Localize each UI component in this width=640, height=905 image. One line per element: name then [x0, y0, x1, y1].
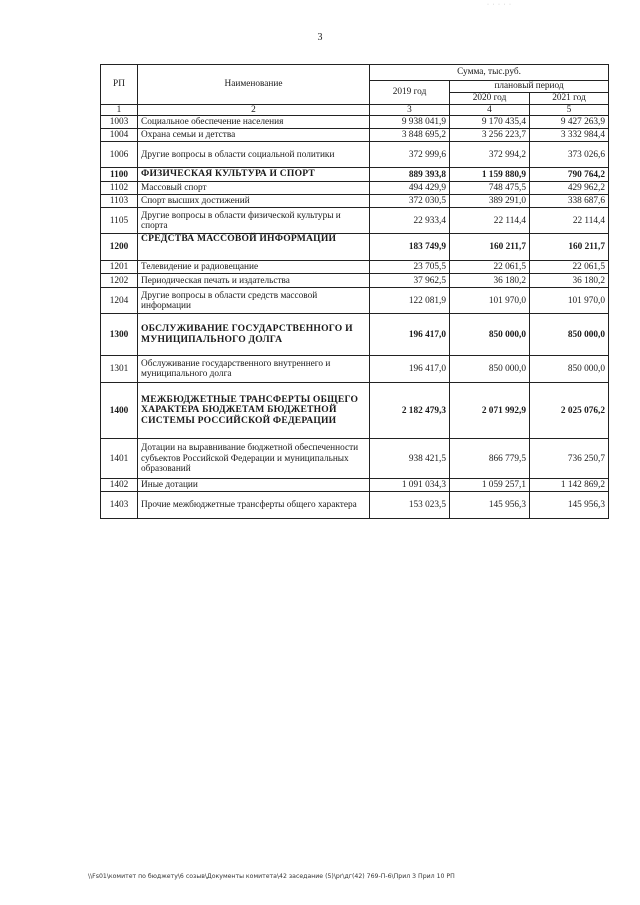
rp-code: 1401 [101, 439, 138, 479]
value-2021: 338 687,6 [530, 195, 609, 208]
header-sum: Сумма, тыс.руб. [370, 65, 609, 81]
value-2020: 866 779,5 [450, 439, 530, 479]
header-name: Наименование [138, 65, 370, 105]
row-name: Телевидение и радиовещание [138, 261, 370, 274]
header-2020: 2020 год [450, 93, 530, 105]
rp-code: 1200 [101, 234, 138, 261]
header-rp: РП [101, 65, 138, 105]
value-2019: 183 749,9 [370, 234, 450, 261]
value-2020: 372 994,2 [450, 142, 530, 168]
value-2020: 850 000,0 [450, 314, 530, 356]
value-2021: 850 000,0 [530, 356, 609, 383]
table-row [101, 439, 609, 479]
rp-code: 1201 [101, 261, 138, 274]
row-name: Иные дотации [138, 479, 370, 492]
table-row [101, 116, 609, 129]
value-2021: 1 142 869,2 [530, 479, 609, 492]
value-2019: 372 999,6 [370, 142, 450, 168]
rp-code: 1202 [101, 274, 138, 288]
value-2020: 36 180,2 [450, 274, 530, 288]
row-name: Обслуживание государственного внутреннего и муниципального долга [138, 356, 370, 383]
value-2020: 2 071 992,9 [450, 383, 530, 439]
value-2019: 938 421,5 [370, 439, 450, 479]
value-2020: 850 000,0 [450, 356, 530, 383]
value-2020: 22 061,5 [450, 261, 530, 274]
row-name: ФИЗИЧЕСКАЯ КУЛЬТУРА И СПОРТ [138, 168, 370, 182]
value-2019: 37 962,5 [370, 274, 450, 288]
colnum-4: 4 [450, 105, 530, 116]
value-2020: 3 256 223,7 [450, 129, 530, 142]
table-row [101, 356, 609, 383]
value-2020: 101 970,0 [450, 288, 530, 314]
rp-code: 1204 [101, 288, 138, 314]
value-2021: 736 250,7 [530, 439, 609, 479]
value-2019: 196 417,0 [370, 314, 450, 356]
header-planned: плановый период [450, 81, 609, 93]
rp-code: 1301 [101, 356, 138, 383]
value-2019: 3 848 695,2 [370, 129, 450, 142]
table-row [101, 479, 609, 492]
row-name: Социальное обеспечение населения [138, 116, 370, 129]
value-2020: 22 114,4 [450, 208, 530, 234]
value-2019: 153 023,5 [370, 492, 450, 519]
rp-code: 1006 [101, 142, 138, 168]
row-name: ОБСЛУЖИВАНИЕ ГОСУДАРСТВЕННОГО И МУНИЦИПАЛЬНОГО ДОЛГА [138, 314, 370, 356]
header-2021: 2021 год [530, 93, 609, 105]
value-2019: 2 182 479,3 [370, 383, 450, 439]
row-name: Охрана семьи и детства [138, 129, 370, 142]
rp-code: 1403 [101, 492, 138, 519]
value-2021: 22 061,5 [530, 261, 609, 274]
value-2020: 748 475,5 [450, 182, 530, 195]
value-2019: 9 938 041,9 [370, 116, 450, 129]
table-row [101, 274, 609, 288]
row-name: Массовый спорт [138, 182, 370, 195]
value-2019: 1 091 034,3 [370, 479, 450, 492]
rp-code: 1003 [101, 116, 138, 129]
file-path-footer: \\Fs01\комитет по бюджету\6 созыв\Документы комитета\42 заседание (5)\pr\дг(42) 769-П-6\Прил 3 Прил 10 РП [88, 873, 455, 880]
colnum-1: 1 [101, 105, 138, 116]
value-2021: 9 427 263,9 [530, 116, 609, 129]
row-name: Периодическая печать и издательства [138, 274, 370, 288]
value-2019: 23 705,5 [370, 261, 450, 274]
rp-code: 1004 [101, 129, 138, 142]
value-2019: 494 429,9 [370, 182, 450, 195]
value-2020: 9 170 435,4 [450, 116, 530, 129]
rp-code: 1102 [101, 182, 138, 195]
colnum-5: 5 [530, 105, 609, 116]
value-2021: 2 025 076,2 [530, 383, 609, 439]
value-2021: 101 970,0 [530, 288, 609, 314]
value-2019: 22 933,4 [370, 208, 450, 234]
table-row [101, 195, 609, 208]
row-name: Прочие межбюджетные трансферты общего характера [138, 492, 370, 519]
value-2020: 1 059 257,1 [450, 479, 530, 492]
rp-code: 1105 [101, 208, 138, 234]
value-2020: 145 956,3 [450, 492, 530, 519]
row-name: Спорт высших достижений [138, 195, 370, 208]
value-2019: 196 417,0 [370, 356, 450, 383]
header-2019: 2019 год [370, 81, 450, 105]
value-2019: 372 030,5 [370, 195, 450, 208]
rp-code: 1300 [101, 314, 138, 356]
budget-table [100, 64, 609, 519]
corner-mark: · · · · · [487, 2, 512, 8]
table-row [101, 288, 609, 314]
value-2020: 160 211,7 [450, 234, 530, 261]
value-2019: 889 393,8 [370, 168, 450, 182]
row-name: МЕЖБЮДЖЕТНЫЕ ТРАНСФЕРТЫ ОБЩЕГО ХАРАКТЕРА БЮДЖЕТАМ БЮДЖЕТНОЙ СИСТЕМЫ РОССИЙСКОЙ ФЕДЕРАЦИИ [138, 383, 370, 439]
value-2021: 36 180,2 [530, 274, 609, 288]
value-2020: 389 291,0 [450, 195, 530, 208]
colnum-2: 2 [138, 105, 370, 116]
value-2019: 122 081,9 [370, 288, 450, 314]
value-2021: 429 962,2 [530, 182, 609, 195]
rp-code: 1402 [101, 479, 138, 492]
row-name: СРЕДСТВА МАССОВОЙ ИНФОРМАЦИИ [138, 234, 370, 261]
value-2021: 22 114,4 [530, 208, 609, 234]
value-2021: 790 764,2 [530, 168, 609, 182]
table-row [101, 261, 609, 274]
row-name: Дотации на выравнивание бюджетной обеспеченности субъектов Российской Федерации и муниципальных образований [138, 439, 370, 479]
table-row [101, 142, 609, 168]
rp-code: 1400 [101, 383, 138, 439]
table-row [101, 314, 609, 356]
value-2020: 1 159 880,9 [450, 168, 530, 182]
rp-code: 1103 [101, 195, 138, 208]
table-row [101, 168, 609, 182]
value-2021: 160 211,7 [530, 234, 609, 261]
value-2021: 850 000,0 [530, 314, 609, 356]
value-2021: 145 956,3 [530, 492, 609, 519]
table-row [101, 208, 609, 234]
page-number: 3 [317, 32, 323, 43]
table-row [101, 383, 609, 439]
row-name: Другие вопросы в области социальной политики [138, 142, 370, 168]
value-2021: 373 026,6 [530, 142, 609, 168]
table-row [101, 129, 609, 142]
table-row [101, 492, 609, 519]
colnum-3: 3 [370, 105, 450, 116]
rp-code: 1100 [101, 168, 138, 182]
value-2021: 3 332 984,4 [530, 129, 609, 142]
row-name: Другие вопросы в области средств массовой информации [138, 288, 370, 314]
table-row [101, 182, 609, 195]
row-name: Другие вопросы в области физической культуры и спорта [138, 208, 370, 234]
table-row [101, 234, 609, 261]
